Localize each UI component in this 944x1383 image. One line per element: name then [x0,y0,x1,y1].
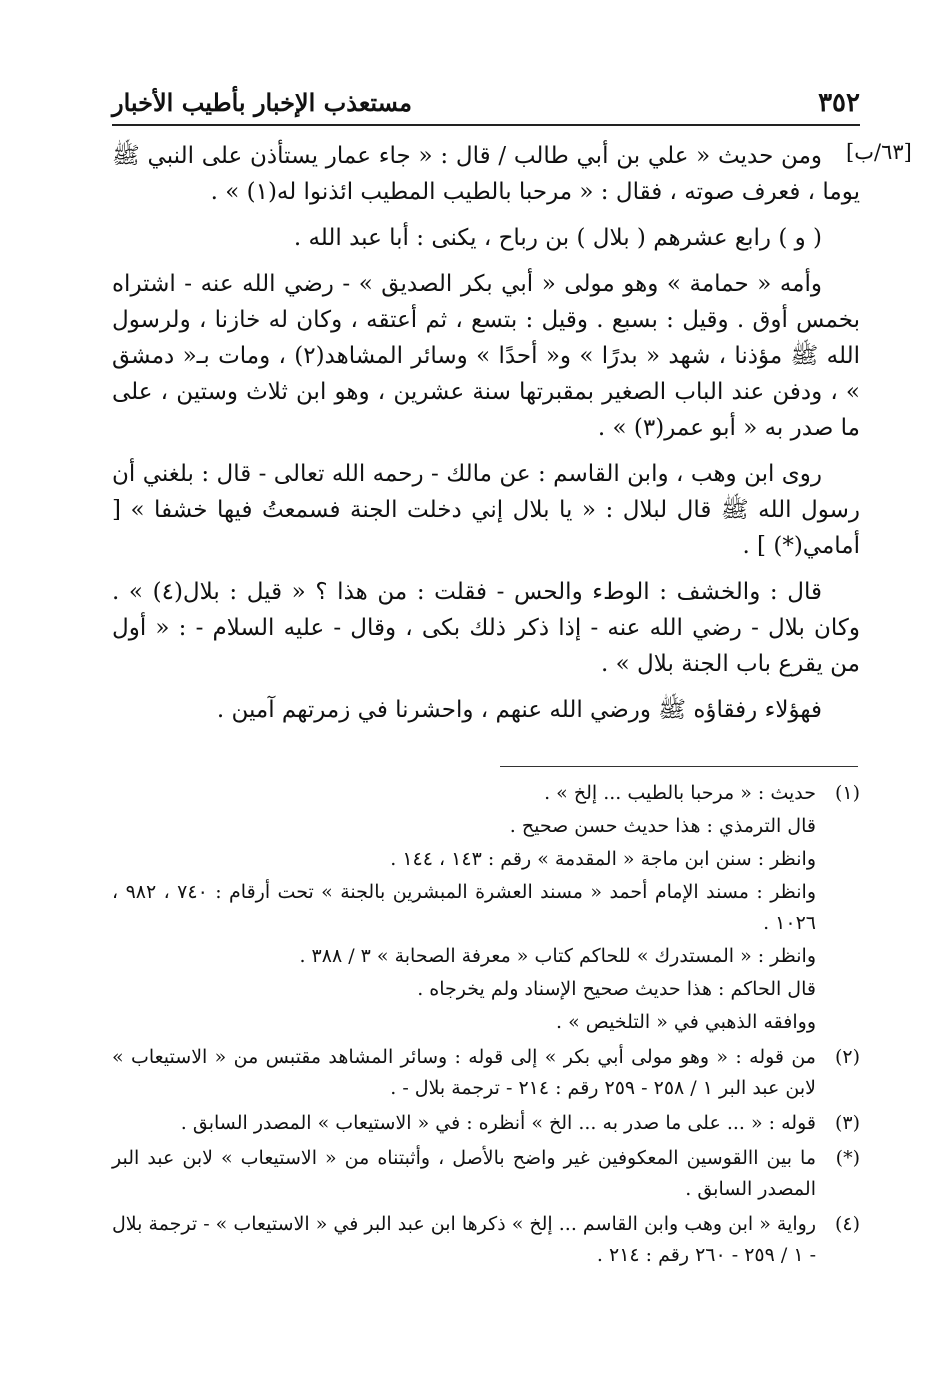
footnote [112,1143,860,1207]
footnote-line: ما بين االقوسين المعكوفين غير واضح بالأصل ، وأثبتناه من « الاستيعاب » لابن عبد البر المصدر السابق . [112,1147,816,1200]
margin-folio-note: [٦٣/ب] [846,140,912,164]
footnote-number: (٣) [834,1112,860,1134]
footnote-body [112,778,816,1040]
footnote-line: قوله : « ... على ما صدر به ... الخ » أنظره : في « الاستيعاب » المصدر السابق . [180,1112,816,1134]
footnote-line: وانظر : سنن ابن ماجة « المقدمة » رقم : ١٤٣ ، ١٤٤ . [390,848,816,870]
footnote [112,1042,860,1106]
footnote-number: (٤) [834,1213,860,1235]
page-header [112,84,860,124]
paragraph: قال : والخشف : الوطء والحس - فقلت : من هذا ؟ « قيل : بلال(٤) » . وكان بلال - رضي الله عنه - إذا ذكر ذلك بكى ، وقال - عليه السلام - : « أول من يقرع باب الجنة بلال » . [112,579,860,677]
footnote-line: من قوله : « وهو مولى أبي بكر » إلى قوله : وسائر المشاهد مقتبس من « الاستيعاب » لابن عبد البر ١ / ٢٥٨ - ٢٥٩ رقم : ٢١٤ - ترجمة بلال - . [112,1046,816,1099]
footnote-line: ووافقه الذهبي في « التلخيص » . [556,1011,816,1033]
main-text [112,138,860,738]
footnote-body [112,1209,816,1273]
footnote-number: (٢) [834,1046,860,1068]
footnote [112,1209,860,1273]
footnote-number: (*) [835,1147,860,1169]
page-number: ٣٥٢ [818,88,860,118]
footnote-body [112,1108,816,1141]
book-title: مستعذب الإخبار بأطيب الأخبار [112,88,412,117]
paragraph: فهؤلاء رفقاؤه ﷺ ورضي الله عنهم ، واحشرنا في زمرتهم آمين . [216,697,822,723]
footnote-number: (١) [834,782,860,804]
footnote-line: وانظر : « المستدرك » للحاكم كتاب « معرفة الصحابة » ٣ / ٣٨٨ . [299,945,816,967]
footnote-line: وانظر : مسند الإمام أحمد « مسند العشرة المبشرين بالجنة » تحت أرقام : ٧٤٠ ، ٩٨٢ ، ١٠٢٦ . [112,881,817,934]
footnotes [112,778,860,1275]
footnote-rule [500,766,858,767]
footnote [112,1108,860,1141]
footnote-line: قال الترمذي : هذا حديث حسن صحيح . [509,815,816,837]
paragraph: روى ابن وهب ، وابن القاسم : عن مالك - رحمه الله تعالى - قال : بلغني أن رسول الله ﷺ قال لبلال : « يا بلال إني دخلت الجنة فسمعتُ فيها خشفا » [ أمامي(*) ] . [112,461,860,559]
header-rule [112,124,860,126]
footnote [112,778,860,1040]
paragraph: وأمه « حمامة » وهو مولى « أبي بكر الصديق » - رضي الله عنه - اشتراه بخمس أوق . وقيل : بسبع . وقيل : بتسع ، ثم أعتقه ، وكان له خازنا ، ولرسول الله ﷺ مؤذنا ، شهد « بدرًا » و« أحدًا » وسائر المشاهد(٢) ، ومات بـ« دمشق » ، ودفن عند الباب الصغير بمقبرتها سنة عشرين ، وهو ابن ثلاث وستين ، على ما صدر به « أبو عمر(٣) » . [112,271,860,441]
paragraph: ومن حديث « علي بن أبي طالب / قال : « جاء عمار يستأذن على النبي ﷺ يوما ، فعرف صوته ، فقال : « مرحبا بالطيب المطيب ائذنوا له(١) » . [112,143,860,205]
footnote-body [112,1143,816,1207]
footnote-body [112,1042,816,1106]
footnote-line: قال الحاكم : هذا حديث صحيح الإسناد ولم يخرجاه . [417,978,816,1000]
footnote-line: رواية « ابن وهب وابن القاسم ... إلخ » ذكرها ابن عبد البر في « الاستيعاب » - ترجمة بلال - ١ / ٢٥٩ - ٢٦٠ رقم : ٢١٤ . [112,1213,816,1266]
paragraph: ( و ) رابع عشرهم ( بلال ) بن رباح ، يكنى : أبا عبد الله . [293,225,822,251]
footnote-line: حديث : « مرحبا بالطيب ... إلخ » . [544,782,816,804]
